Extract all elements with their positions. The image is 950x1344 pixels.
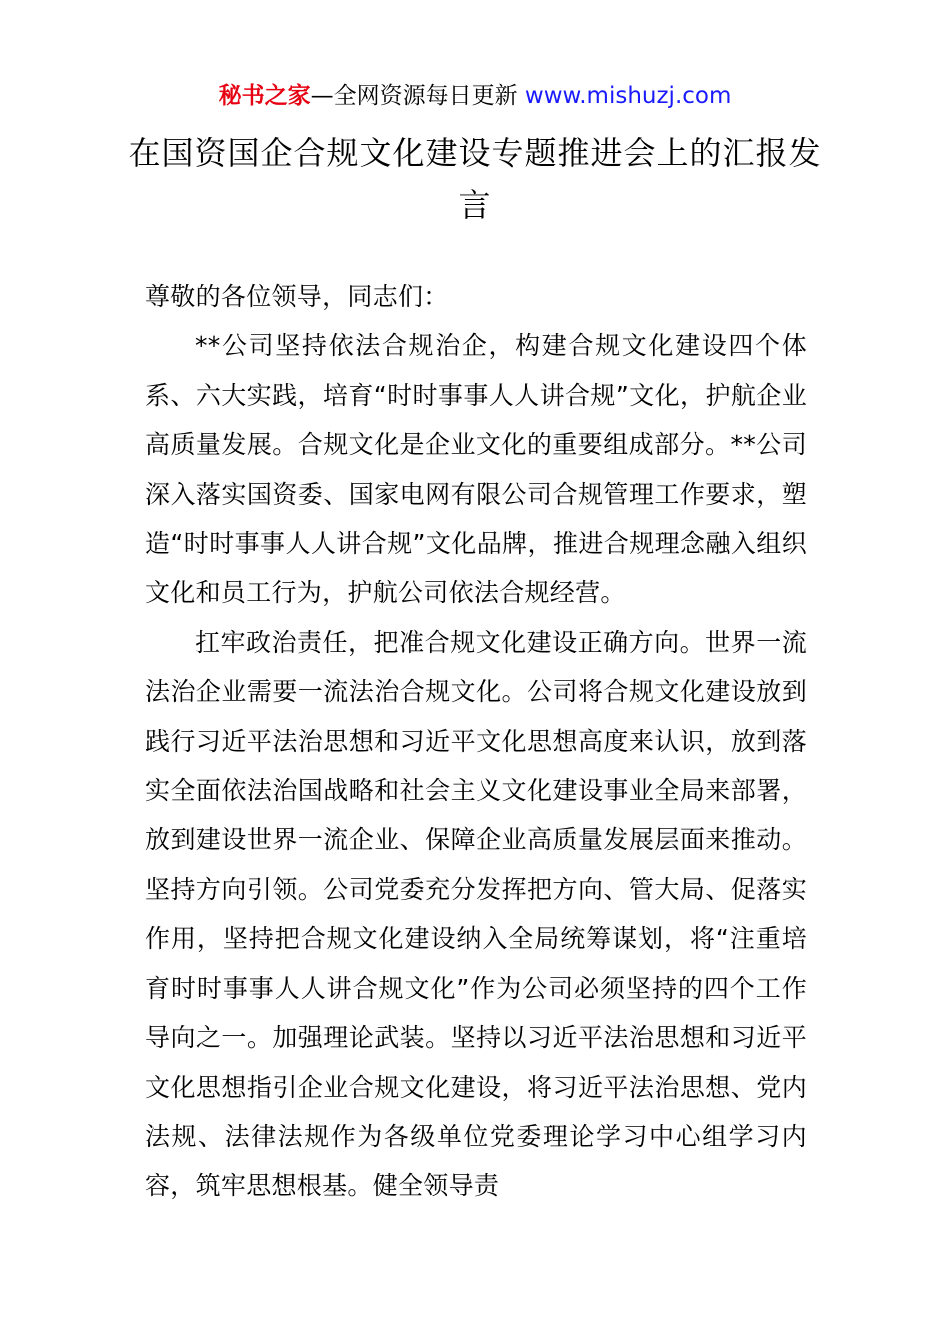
site-url-link[interactable]: www.mishuzj.com bbox=[524, 83, 732, 109]
document-title: 在国资国企合规文化建设专题推进会上的汇报发言 bbox=[128, 134, 822, 224]
brand-name: 秘书之家 bbox=[218, 83, 311, 109]
document-body bbox=[145, 272, 807, 1211]
site-header bbox=[0, 80, 950, 112]
body-paragraph: 扛牢政治责任，把准合规文化建设正确方向。世界一流法治企业需要一流法治合规文化。公司将合规文化建设放到践行习近平法治思想和习近平文化思想高度来认识，放到落实全面依法治国战略和社会主义文化建设事业全局来部署，放到建设世界一流企业、保障企业高质量发展层面来推动。坚持方向引领。公司党委充分发挥把方向、管大局、促落实作用，坚持把合规文化建设纳入全局统筹谋划，将“注重培育时时事事人人讲合规文化”作为公司必须坚持的四个工作导向之一。加强理论武装。坚持以习近平法治思想和习近平文化思想指引企业合规文化建设，将习近平法治思想、党内法规、法律法规作为各级单位党委理论学习中心组学习内容，筑牢思想根基。健全领导责 bbox=[145, 627, 807, 1201]
salutation: 尊敬的各位领导，同志们： bbox=[145, 282, 449, 311]
body-paragraph: **公司坚持依法合规治企，构建合规文化建设四个体系、六大实践，培育“时时事事人人讲合规”文化，护航企业高质量发展。合规文化是企业文化的重要组成部分。**公司深入落实国资委、国家电网有限公司合规管理工作要求，塑造“时时事事人人讲合规”文化品牌，推进合规理念融入组织文化和员工行为，护航公司依法合规经营。 bbox=[145, 331, 807, 608]
site-tagline: —全网资源每日更新 bbox=[310, 83, 525, 109]
